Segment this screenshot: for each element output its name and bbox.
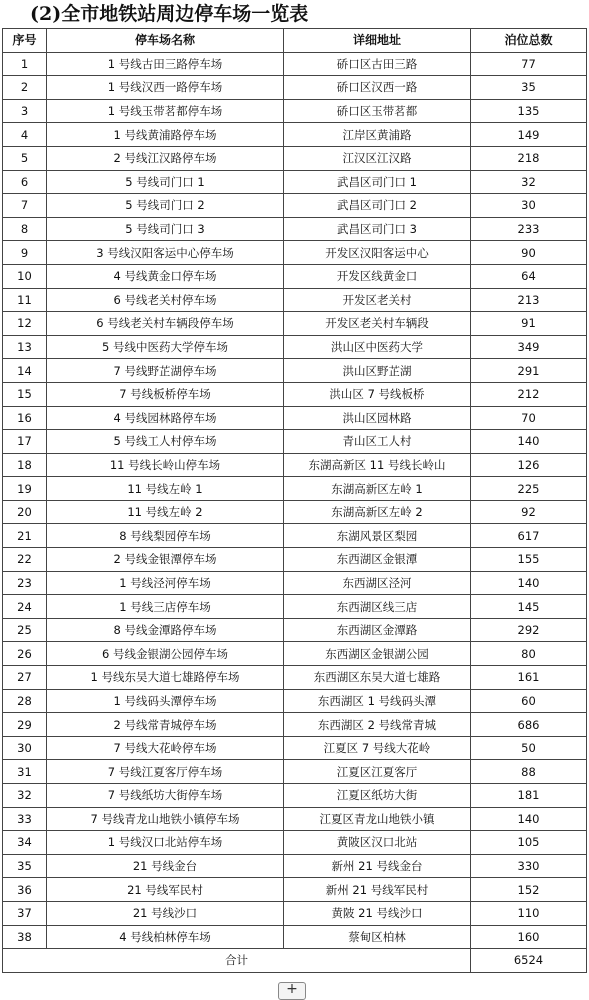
parking-name: 5 号线司门口 2 xyxy=(47,194,284,218)
table-row xyxy=(3,713,587,737)
table-row xyxy=(3,901,587,925)
parking-name: 4 号线柏林停车场 xyxy=(47,925,284,949)
row-index: 8 xyxy=(3,217,47,241)
parking-spaces: 160 xyxy=(471,925,587,949)
parking-address: 武昌区司门口 1 xyxy=(284,170,471,194)
total-value: 6524 xyxy=(471,949,587,973)
row-index: 15 xyxy=(3,382,47,406)
parking-name: 11 号线左岭 1 xyxy=(47,477,284,501)
parking-name: 1 号线三店停车场 xyxy=(47,595,284,619)
parking-name: 11 号线左岭 2 xyxy=(47,500,284,524)
parking-address: 东西湖区泾河 xyxy=(284,571,471,595)
parking-spaces: 686 xyxy=(471,713,587,737)
parking-address: 东西湖区东吴大道七雄路 xyxy=(284,666,471,690)
table-row xyxy=(3,571,587,595)
parking-name: 7 号线板桥停车场 xyxy=(47,382,284,406)
parking-address: 东湖高新区左岭 1 xyxy=(284,477,471,501)
table-row xyxy=(3,595,587,619)
table-row xyxy=(3,76,587,100)
table-row xyxy=(3,689,587,713)
table-row xyxy=(3,335,587,359)
parking-spaces: 181 xyxy=(471,784,587,808)
parking-address: 江汉区江汉路 xyxy=(284,146,471,170)
table-row xyxy=(3,312,587,336)
parking-spaces: 64 xyxy=(471,264,587,288)
parking-spaces: 70 xyxy=(471,406,587,430)
row-index: 36 xyxy=(3,878,47,902)
row-index: 5 xyxy=(3,146,47,170)
parking-address: 东西湖区 1 号线码头潭 xyxy=(284,689,471,713)
parking-spaces: 140 xyxy=(471,571,587,595)
parking-name: 7 号线野芷湖停车场 xyxy=(47,359,284,383)
parking-spaces: 212 xyxy=(471,382,587,406)
parking-address: 东湖高新区左岭 2 xyxy=(284,500,471,524)
parking-spaces: 32 xyxy=(471,170,587,194)
table-header-row xyxy=(3,29,587,53)
parking-address: 开发区线黄金口 xyxy=(284,264,471,288)
table-row xyxy=(3,241,587,265)
parking-spaces: 80 xyxy=(471,642,587,666)
row-index: 35 xyxy=(3,854,47,878)
parking-name: 6 号线老关村停车场 xyxy=(47,288,284,312)
parking-name: 1 号线黄浦路停车场 xyxy=(47,123,284,147)
table-row xyxy=(3,146,587,170)
parking-address: 洪山区中医药大学 xyxy=(284,335,471,359)
row-index: 30 xyxy=(3,736,47,760)
row-index: 28 xyxy=(3,689,47,713)
table-row xyxy=(3,760,587,784)
parking-address: 黄陂区汉口北站 xyxy=(284,831,471,855)
parking-spaces: 349 xyxy=(471,335,587,359)
parking-address: 东西湖区金银潭 xyxy=(284,548,471,572)
table-row xyxy=(3,52,587,76)
parking-spaces: 92 xyxy=(471,500,587,524)
row-index: 22 xyxy=(3,548,47,572)
table-row xyxy=(3,288,587,312)
table-row xyxy=(3,217,587,241)
parking-address: 东西湖区金银湖公园 xyxy=(284,642,471,666)
parking-spaces: 140 xyxy=(471,430,587,454)
row-index: 16 xyxy=(3,406,47,430)
parking-address: 蔡甸区柏林 xyxy=(284,925,471,949)
table-row xyxy=(3,359,587,383)
parking-name: 2 号线常青城停车场 xyxy=(47,713,284,737)
row-index: 34 xyxy=(3,831,47,855)
table-row xyxy=(3,854,587,878)
parking-name: 7 号线大花岭停车场 xyxy=(47,736,284,760)
parking-name: 5 号线中医药大学停车场 xyxy=(47,335,284,359)
row-index: 18 xyxy=(3,453,47,477)
parking-spaces: 292 xyxy=(471,618,587,642)
column-header-spaces: 泊位总数 xyxy=(471,29,587,53)
parking-name: 4 号线园林路停车场 xyxy=(47,406,284,430)
parking-address: 江夏区 7 号线大花岭 xyxy=(284,736,471,760)
parking-name: 7 号线青龙山地铁小镇停车场 xyxy=(47,807,284,831)
table-row xyxy=(3,524,587,548)
row-index: 29 xyxy=(3,713,47,737)
row-index: 21 xyxy=(3,524,47,548)
parking-name: 1 号线古田三路停车场 xyxy=(47,52,284,76)
parking-spaces: 91 xyxy=(471,312,587,336)
column-header-index: 序号 xyxy=(3,29,47,53)
parking-name: 21 号线金台 xyxy=(47,854,284,878)
parking-name: 11 号线长岭山停车场 xyxy=(47,453,284,477)
parking-spaces: 617 xyxy=(471,524,587,548)
row-index: 26 xyxy=(3,642,47,666)
table-row xyxy=(3,618,587,642)
row-index: 37 xyxy=(3,901,47,925)
row-index: 17 xyxy=(3,430,47,454)
row-index: 4 xyxy=(3,123,47,147)
row-index: 19 xyxy=(3,477,47,501)
table-row xyxy=(3,784,587,808)
parking-name: 6 号线金银湖公园停车场 xyxy=(47,642,284,666)
parking-name: 5 号线工人村停车场 xyxy=(47,430,284,454)
parking-address: 开发区汉阳客运中心 xyxy=(284,241,471,265)
table-row xyxy=(3,123,587,147)
parking-address: 硚口区玉带茗都 xyxy=(284,99,471,123)
parking-address: 开发区老关村车辆段 xyxy=(284,312,471,336)
table-row xyxy=(3,430,587,454)
parking-spaces: 90 xyxy=(471,241,587,265)
parking-table xyxy=(2,28,587,973)
parking-spaces: 110 xyxy=(471,901,587,925)
parking-name: 1 号线汉口北站停车场 xyxy=(47,831,284,855)
row-index: 24 xyxy=(3,595,47,619)
parking-address: 东西湖区金潭路 xyxy=(284,618,471,642)
parking-name: 21 号线军民村 xyxy=(47,878,284,902)
parking-name: 7 号线纸坊大街停车场 xyxy=(47,784,284,808)
row-index: 3 xyxy=(3,99,47,123)
parking-address: 硚口区汉西一路 xyxy=(284,76,471,100)
parking-name: 6 号线老关村车辆段停车场 xyxy=(47,312,284,336)
parking-spaces: 155 xyxy=(471,548,587,572)
row-index: 2 xyxy=(3,76,47,100)
parking-spaces: 330 xyxy=(471,854,587,878)
parking-name: 3 号线汉阳客运中心停车场 xyxy=(47,241,284,265)
parking-address: 东湖高新区 11 号线长岭山 xyxy=(284,453,471,477)
table-row xyxy=(3,878,587,902)
parking-spaces: 105 xyxy=(471,831,587,855)
parking-spaces: 140 xyxy=(471,807,587,831)
parking-address: 洪山区 7 号线板桥 xyxy=(284,382,471,406)
table-row xyxy=(3,925,587,949)
table-row xyxy=(3,99,587,123)
table-row xyxy=(3,642,587,666)
row-index: 32 xyxy=(3,784,47,808)
row-index: 14 xyxy=(3,359,47,383)
parking-address: 东西湖区线三店 xyxy=(284,595,471,619)
parking-name: 1 号线泾河停车场 xyxy=(47,571,284,595)
parking-name: 1 号线汉西一路停车场 xyxy=(47,76,284,100)
parking-name: 4 号线黄金口停车场 xyxy=(47,264,284,288)
parking-name: 2 号线金银潭停车场 xyxy=(47,548,284,572)
table-row xyxy=(3,382,587,406)
row-index: 25 xyxy=(3,618,47,642)
parking-name: 7 号线江夏客厅停车场 xyxy=(47,760,284,784)
parking-address: 江夏区纸坊大街 xyxy=(284,784,471,808)
parking-name: 1 号线玉带茗都停车场 xyxy=(47,99,284,123)
parking-spaces: 233 xyxy=(471,217,587,241)
parking-address: 武昌区司门口 3 xyxy=(284,217,471,241)
row-index: 9 xyxy=(3,241,47,265)
parking-spaces: 77 xyxy=(471,52,587,76)
row-index: 38 xyxy=(3,925,47,949)
parking-name: 8 号线梨园停车场 xyxy=(47,524,284,548)
parking-name: 1 号线码头潭停车场 xyxy=(47,689,284,713)
row-index: 11 xyxy=(3,288,47,312)
parking-address: 武昌区司门口 2 xyxy=(284,194,471,218)
table-row xyxy=(3,736,587,760)
table-row xyxy=(3,666,587,690)
parking-address: 新州 21 号线金台 xyxy=(284,854,471,878)
parking-address: 江夏区青龙山地铁小镇 xyxy=(284,807,471,831)
parking-address: 江岸区黄浦路 xyxy=(284,123,471,147)
table-row xyxy=(3,264,587,288)
parking-spaces: 30 xyxy=(471,194,587,218)
column-header-address: 详细地址 xyxy=(284,29,471,53)
parking-spaces: 145 xyxy=(471,595,587,619)
row-index: 6 xyxy=(3,170,47,194)
parking-spaces: 218 xyxy=(471,146,587,170)
row-index: 13 xyxy=(3,335,47,359)
parking-address: 东西湖区 2 号线常青城 xyxy=(284,713,471,737)
row-index: 7 xyxy=(3,194,47,218)
row-index: 12 xyxy=(3,312,47,336)
parking-name: 5 号线司门口 1 xyxy=(47,170,284,194)
total-label: 合计 xyxy=(3,949,471,973)
plus-icon: + xyxy=(286,981,298,997)
parking-name: 2 号线江汉路停车场 xyxy=(47,146,284,170)
column-header-name: 停车场名称 xyxy=(47,29,284,53)
parking-address: 开发区老关村 xyxy=(284,288,471,312)
parking-spaces: 149 xyxy=(471,123,587,147)
table-row xyxy=(3,406,587,430)
row-index: 1 xyxy=(3,52,47,76)
parking-spaces: 35 xyxy=(471,76,587,100)
table-body xyxy=(3,52,587,949)
parking-name: 21 号线沙口 xyxy=(47,901,284,925)
parking-spaces: 60 xyxy=(471,689,587,713)
parking-address: 洪山区园林路 xyxy=(284,406,471,430)
parking-address: 洪山区野芷湖 xyxy=(284,359,471,383)
page-title: (2)全市地铁站周边停车场一览表 xyxy=(30,3,309,25)
parking-address: 硚口区古田三路 xyxy=(284,52,471,76)
row-index: 23 xyxy=(3,571,47,595)
table-row xyxy=(3,500,587,524)
parking-name: 5 号线司门口 3 xyxy=(47,217,284,241)
row-index: 10 xyxy=(3,264,47,288)
parking-spaces: 50 xyxy=(471,736,587,760)
parking-address: 青山区工人村 xyxy=(284,430,471,454)
total-row xyxy=(3,949,587,973)
parking-spaces: 152 xyxy=(471,878,587,902)
parking-spaces: 291 xyxy=(471,359,587,383)
parking-address: 东湖风景区梨园 xyxy=(284,524,471,548)
parking-spaces: 161 xyxy=(471,666,587,690)
parking-name: 1 号线东吴大道七雄路停车场 xyxy=(47,666,284,690)
row-index: 27 xyxy=(3,666,47,690)
table-row xyxy=(3,477,587,501)
table-row xyxy=(3,194,587,218)
table-row xyxy=(3,831,587,855)
row-index: 33 xyxy=(3,807,47,831)
parking-address: 新州 21 号线军民村 xyxy=(284,878,471,902)
row-index: 20 xyxy=(3,500,47,524)
parking-spaces: 225 xyxy=(471,477,587,501)
table-row xyxy=(3,453,587,477)
table-row xyxy=(3,548,587,572)
parking-name: 8 号线金潭路停车场 xyxy=(47,618,284,642)
parking-spaces: 135 xyxy=(471,99,587,123)
parking-spaces: 126 xyxy=(471,453,587,477)
parking-address: 黄陂 21 号线沙口 xyxy=(284,901,471,925)
parking-address: 江夏区江夏客厅 xyxy=(284,760,471,784)
row-index: 31 xyxy=(3,760,47,784)
parking-spaces: 88 xyxy=(471,760,587,784)
expand-button[interactable] xyxy=(278,982,306,1000)
table-row xyxy=(3,170,587,194)
parking-spaces: 213 xyxy=(471,288,587,312)
table-row xyxy=(3,807,587,831)
